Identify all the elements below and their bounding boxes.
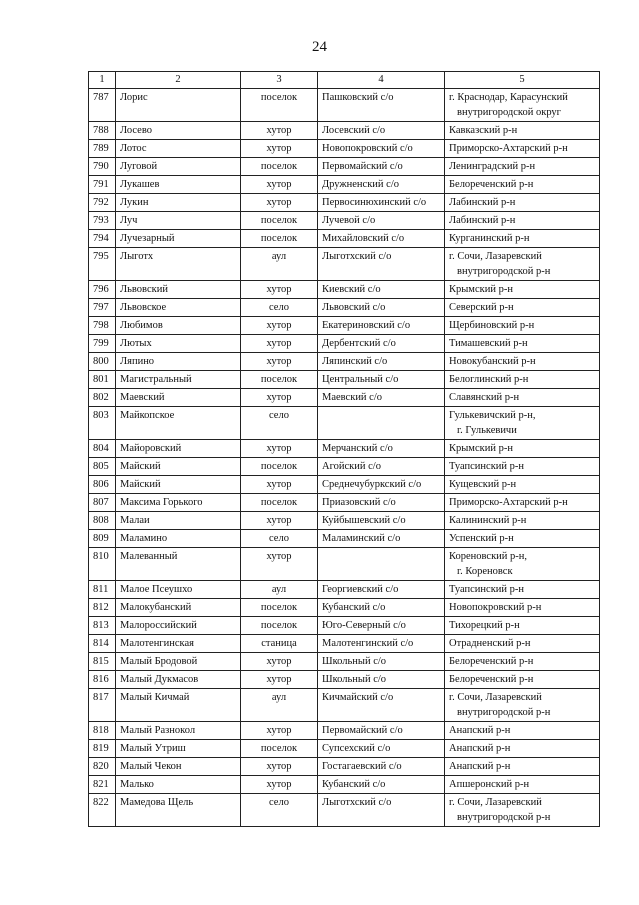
row-number-cell: 795 xyxy=(89,248,116,281)
column-header: 2 xyxy=(116,72,241,89)
row-number-cell: 791 xyxy=(89,176,116,194)
table-row xyxy=(89,440,600,458)
table-row xyxy=(89,248,600,281)
table-row xyxy=(89,299,600,317)
settlement-name-cell: Луговой xyxy=(116,158,241,176)
settlement-name-cell: Малороссийский xyxy=(116,617,241,635)
column-header: 5 xyxy=(445,72,600,89)
table-row xyxy=(89,176,600,194)
settlement-type-cell: поселок xyxy=(241,458,318,476)
settlement-name-cell: Малаи xyxy=(116,512,241,530)
district-cell xyxy=(445,140,600,158)
settlement-type-cell: аул xyxy=(241,689,318,722)
settlement-type-cell: хутор xyxy=(241,122,318,140)
rural-council-cell: Новопокровский с/о xyxy=(318,140,445,158)
row-number-cell: 793 xyxy=(89,212,116,230)
district-text: Лабинский р-н xyxy=(449,197,516,208)
rural-council-cell: Гостагаевский с/о xyxy=(318,758,445,776)
district-text: Кавказский р-н xyxy=(449,125,518,136)
settlement-type-cell: хутор xyxy=(241,722,318,740)
settlement-type-cell: хутор xyxy=(241,281,318,299)
district-cell xyxy=(445,122,600,140)
table-row xyxy=(89,548,600,581)
table-row xyxy=(89,689,600,722)
district-cell xyxy=(445,476,600,494)
rural-council-cell: Лучевой с/о xyxy=(318,212,445,230)
rural-council-cell: Михайловский с/о xyxy=(318,230,445,248)
table-row xyxy=(89,194,600,212)
row-number-cell: 811 xyxy=(89,581,116,599)
rural-council-cell: Юго-Северный с/о xyxy=(318,617,445,635)
district-cell xyxy=(445,371,600,389)
settlement-name-cell: Малый Утриш xyxy=(116,740,241,758)
settlement-type-cell: хутор xyxy=(241,176,318,194)
district-cell xyxy=(445,617,600,635)
rural-council-cell: Ляпинский с/о xyxy=(318,353,445,371)
settlement-type-cell: хутор xyxy=(241,548,318,581)
row-number-cell: 802 xyxy=(89,389,116,407)
table-body xyxy=(89,89,600,827)
settlement-type-cell: хутор xyxy=(241,335,318,353)
settlement-name-cell: Львовское xyxy=(116,299,241,317)
row-number-cell: 797 xyxy=(89,299,116,317)
rural-council-cell: Первомайский с/о xyxy=(318,158,445,176)
row-number-cell: 821 xyxy=(89,776,116,794)
row-number-cell: 804 xyxy=(89,440,116,458)
settlement-type-cell: село xyxy=(241,530,318,548)
settlement-name-cell: Ляпино xyxy=(116,353,241,371)
settlement-name-cell: Малотенгинская xyxy=(116,635,241,653)
rural-council-cell: Кубанский с/о xyxy=(318,599,445,617)
row-number-cell: 809 xyxy=(89,530,116,548)
district-cell xyxy=(445,689,600,722)
district-text: Ленинградский р-н xyxy=(449,161,536,172)
rural-council-cell: Кичмайский с/о xyxy=(318,689,445,722)
district-cell xyxy=(445,776,600,794)
settlement-name-cell: Маламино xyxy=(116,530,241,548)
district-cell xyxy=(445,248,600,281)
rural-council-cell: Центральный с/о xyxy=(318,371,445,389)
table-row xyxy=(89,353,600,371)
settlement-name-cell: Малокубанский xyxy=(116,599,241,617)
rural-council-cell: Лыготхский с/о xyxy=(318,248,445,281)
district-cell xyxy=(445,317,600,335)
district-cell xyxy=(445,794,600,827)
table-row xyxy=(89,476,600,494)
settlement-name-cell: Маевский xyxy=(116,389,241,407)
row-number-cell: 798 xyxy=(89,317,116,335)
district-cell xyxy=(445,494,600,512)
column-header: 3 xyxy=(241,72,318,89)
settlement-name-cell: Майоровский xyxy=(116,440,241,458)
rural-council-cell: Мерчанский с/о xyxy=(318,440,445,458)
settlement-type-cell: хутор xyxy=(241,758,318,776)
settlement-name-cell: Максима Горького xyxy=(116,494,241,512)
settlement-name-cell: Майский xyxy=(116,458,241,476)
settlement-name-cell: Лютых xyxy=(116,335,241,353)
settlement-type-cell: поселок xyxy=(241,230,318,248)
row-number-cell: 816 xyxy=(89,671,116,689)
district-text: Анапский р-н xyxy=(449,725,511,736)
settlement-type-cell: хутор xyxy=(241,317,318,335)
table-row xyxy=(89,581,600,599)
district-cell xyxy=(445,530,600,548)
table-row xyxy=(89,281,600,299)
rural-council-cell: Маламинский с/о xyxy=(318,530,445,548)
rural-council-cell: Приазовский с/о xyxy=(318,494,445,512)
settlement-name-cell: Малый Бродовой xyxy=(116,653,241,671)
table-row xyxy=(89,794,600,827)
district-text: Туапсинский р-н xyxy=(449,584,525,595)
table-row xyxy=(89,389,600,407)
settlement-name-cell: Лукашев xyxy=(116,176,241,194)
settlement-type-cell: поселок xyxy=(241,599,318,617)
row-number-cell: 788 xyxy=(89,122,116,140)
rural-council-cell: Киевский с/о xyxy=(318,281,445,299)
district-text: Анапский р-н xyxy=(449,761,511,772)
table-row xyxy=(89,722,600,740)
district-text: Анапский р-н xyxy=(449,743,511,754)
district-cell xyxy=(445,512,600,530)
district-text: Туапсинский р-н xyxy=(449,461,525,472)
rural-council-cell xyxy=(318,548,445,581)
row-number-cell: 807 xyxy=(89,494,116,512)
table-header-row xyxy=(89,72,600,89)
settlements-table xyxy=(88,71,600,827)
settlement-type-cell: хутор xyxy=(241,440,318,458)
settlement-type-cell: поселок xyxy=(241,371,318,389)
rural-council-cell: Георгиевский с/о xyxy=(318,581,445,599)
row-number-cell: 796 xyxy=(89,281,116,299)
settlement-type-cell: аул xyxy=(241,248,318,281)
row-number-cell: 817 xyxy=(89,689,116,722)
table-row xyxy=(89,530,600,548)
settlement-name-cell: Малый Разнокол xyxy=(116,722,241,740)
column-header: 4 xyxy=(318,72,445,89)
district-text: г. Сочи, Лазаревский xyxy=(449,797,542,808)
district-cell xyxy=(445,281,600,299)
table-row xyxy=(89,212,600,230)
page-number: 24 xyxy=(312,39,327,55)
district-cell xyxy=(445,158,600,176)
table-row xyxy=(89,653,600,671)
rural-council-cell: Среднечубуркский с/о xyxy=(318,476,445,494)
district-cell xyxy=(445,89,600,122)
district-cell xyxy=(445,212,600,230)
district-text: Гулькевичский р-н, xyxy=(449,410,536,421)
district-text: Кущевский р-н xyxy=(449,479,517,490)
settlement-name-cell: Малое Псеушхо xyxy=(116,581,241,599)
rural-council-cell: Дербентский с/о xyxy=(318,335,445,353)
row-number-cell: 799 xyxy=(89,335,116,353)
district-continuation-text: г. Кореновск xyxy=(457,566,513,577)
settlement-type-cell: поселок xyxy=(241,212,318,230)
row-number-cell: 792 xyxy=(89,194,116,212)
settlement-name-cell: Луч xyxy=(116,212,241,230)
district-cell xyxy=(445,389,600,407)
district-text: Славянский р-н xyxy=(449,392,520,403)
settlement-name-cell: Львовский xyxy=(116,281,241,299)
district-cell xyxy=(445,599,600,617)
settlement-name-cell: Лотос xyxy=(116,140,241,158)
table-row xyxy=(89,494,600,512)
district-cell xyxy=(445,635,600,653)
rural-council-cell: Малотенгинский с/о xyxy=(318,635,445,653)
district-cell xyxy=(445,194,600,212)
district-continuation-text: г. Гулькевичи xyxy=(457,425,517,436)
district-text: Северский р-н xyxy=(449,302,514,313)
table-row xyxy=(89,317,600,335)
district-cell xyxy=(445,176,600,194)
row-number-cell: 810 xyxy=(89,548,116,581)
settlement-type-cell: поселок xyxy=(241,158,318,176)
row-number-cell: 800 xyxy=(89,353,116,371)
table-row xyxy=(89,407,600,440)
settlement-type-cell: хутор xyxy=(241,389,318,407)
district-cell xyxy=(445,653,600,671)
table-row xyxy=(89,740,600,758)
row-number-cell: 787 xyxy=(89,89,116,122)
rural-council-cell: Пашковский с/о xyxy=(318,89,445,122)
row-number-cell: 822 xyxy=(89,794,116,827)
district-cell xyxy=(445,548,600,581)
rural-council-cell: Екатериновский с/о xyxy=(318,317,445,335)
settlement-type-cell: хутор xyxy=(241,140,318,158)
table-row xyxy=(89,617,600,635)
row-number-cell: 808 xyxy=(89,512,116,530)
district-text: Кореновский р-н, xyxy=(449,551,528,562)
row-number-cell: 794 xyxy=(89,230,116,248)
settlement-type-cell: хутор xyxy=(241,671,318,689)
settlement-name-cell: Лосево xyxy=(116,122,241,140)
district-cell xyxy=(445,671,600,689)
settlement-type-cell: поселок xyxy=(241,89,318,122)
district-cell xyxy=(445,440,600,458)
district-text: Тимашевский р-н xyxy=(449,338,528,349)
district-text: Тихорецкий р-н xyxy=(449,620,520,631)
settlement-type-cell: хутор xyxy=(241,476,318,494)
district-text: Щербиновский р-н xyxy=(449,320,535,331)
settlement-name-cell: Малеванный xyxy=(116,548,241,581)
row-number-cell: 806 xyxy=(89,476,116,494)
rural-council-cell: Кубанский с/о xyxy=(318,776,445,794)
district-text: Крымский р-н xyxy=(449,443,513,454)
settlement-name-cell: Мамедова Щель xyxy=(116,794,241,827)
district-text: Белоглинский р-н xyxy=(449,374,529,385)
row-number-cell: 790 xyxy=(89,158,116,176)
settlement-name-cell: Лорис xyxy=(116,89,241,122)
column-header: 1 xyxy=(89,72,116,89)
rural-council-cell: Школьный с/о xyxy=(318,653,445,671)
row-number-cell: 789 xyxy=(89,140,116,158)
row-number-cell: 812 xyxy=(89,599,116,617)
settlement-type-cell: хутор xyxy=(241,776,318,794)
row-number-cell: 815 xyxy=(89,653,116,671)
row-number-cell: 803 xyxy=(89,407,116,440)
settlement-name-cell: Майкопское xyxy=(116,407,241,440)
district-continuation-text: внутригородской р-н xyxy=(457,266,551,277)
rural-council-cell: Школьный с/о xyxy=(318,671,445,689)
district-text: г. Сочи, Лазаревский xyxy=(449,251,542,262)
district-text: Приморско-Ахтарский р-н xyxy=(449,143,568,154)
table-row xyxy=(89,89,600,122)
district-cell xyxy=(445,458,600,476)
settlement-name-cell: Малый Дукмасов xyxy=(116,671,241,689)
settlement-type-cell: село xyxy=(241,794,318,827)
rural-council-cell: Куйбышевский с/о xyxy=(318,512,445,530)
settlement-type-cell: поселок xyxy=(241,617,318,635)
settlement-name-cell: Любимов xyxy=(116,317,241,335)
rural-council-cell: Агойский с/о xyxy=(318,458,445,476)
district-text: г. Сочи, Лазаревский xyxy=(449,692,542,703)
settlement-name-cell: Лукин xyxy=(116,194,241,212)
table-row xyxy=(89,458,600,476)
table-row xyxy=(89,335,600,353)
district-text: Отрадненский р-н xyxy=(449,638,531,649)
rural-council-cell: Дружненский с/о xyxy=(318,176,445,194)
rural-council-cell: Маевский с/о xyxy=(318,389,445,407)
district-cell xyxy=(445,722,600,740)
table-row xyxy=(89,635,600,653)
district-text: Белореченский р-н xyxy=(449,656,534,667)
district-text: Белореченский р-н xyxy=(449,179,534,190)
settlement-name-cell: Малый Кичмай xyxy=(116,689,241,722)
rural-council-cell: Лосевский с/о xyxy=(318,122,445,140)
settlement-type-cell: хутор xyxy=(241,194,318,212)
district-text: Новокубанский р-н xyxy=(449,356,536,367)
row-number-cell: 801 xyxy=(89,371,116,389)
district-cell xyxy=(445,299,600,317)
district-text: Калининский р-н xyxy=(449,515,527,526)
settlement-name-cell: Лучезарный xyxy=(116,230,241,248)
rural-council-cell: Львовский с/о xyxy=(318,299,445,317)
row-number-cell: 813 xyxy=(89,617,116,635)
district-text: Курганинский р-н xyxy=(449,233,530,244)
table-row xyxy=(89,671,600,689)
district-cell xyxy=(445,230,600,248)
settlement-type-cell: поселок xyxy=(241,740,318,758)
table-row xyxy=(89,122,600,140)
row-number-cell: 818 xyxy=(89,722,116,740)
settlement-type-cell: хутор xyxy=(241,512,318,530)
rural-council-cell: Первомайский с/о xyxy=(318,722,445,740)
district-text: Новопокровский р-н xyxy=(449,602,542,613)
district-text: Белореченский р-н xyxy=(449,674,534,685)
settlement-name-cell: Лыготх xyxy=(116,248,241,281)
row-number-cell: 819 xyxy=(89,740,116,758)
settlement-name-cell: Малько xyxy=(116,776,241,794)
settlement-name-cell: Малый Чекон xyxy=(116,758,241,776)
table-row xyxy=(89,758,600,776)
district-text: Крымский р-н xyxy=(449,284,513,295)
district-continuation-text: внутригородской р-н xyxy=(457,707,551,718)
rural-council-cell xyxy=(318,407,445,440)
district-text: Успенский р-н xyxy=(449,533,514,544)
rural-council-cell: Супсехский с/о xyxy=(318,740,445,758)
table-row xyxy=(89,512,600,530)
district-text: г. Краснодар, Карасунский xyxy=(449,92,568,103)
settlement-type-cell: село xyxy=(241,299,318,317)
table-row xyxy=(89,776,600,794)
settlement-type-cell: поселок xyxy=(241,494,318,512)
district-cell xyxy=(445,758,600,776)
district-cell xyxy=(445,335,600,353)
district-text: Лабинский р-н xyxy=(449,215,516,226)
district-cell xyxy=(445,407,600,440)
settlement-name-cell: Магистральный xyxy=(116,371,241,389)
district-cell xyxy=(445,581,600,599)
table-row xyxy=(89,371,600,389)
rural-council-cell: Лыготхский с/о xyxy=(318,794,445,827)
table-row xyxy=(89,230,600,248)
table-row xyxy=(89,599,600,617)
district-cell xyxy=(445,353,600,371)
row-number-cell: 820 xyxy=(89,758,116,776)
district-text: Приморско-Ахтарский р-н xyxy=(449,497,568,508)
settlement-type-cell: аул xyxy=(241,581,318,599)
rural-council-cell: Первосинюхинский с/о xyxy=(318,194,445,212)
district-continuation-text: внутригородской округ xyxy=(457,107,561,118)
settlement-type-cell: станица xyxy=(241,635,318,653)
row-number-cell: 814 xyxy=(89,635,116,653)
settlement-type-cell: хутор xyxy=(241,653,318,671)
table-row xyxy=(89,158,600,176)
district-continuation-text: внутригородской р-н xyxy=(457,812,551,823)
row-number-cell: 805 xyxy=(89,458,116,476)
settlement-type-cell: хутор xyxy=(241,353,318,371)
district-cell xyxy=(445,740,600,758)
district-text: Апшеронский р-н xyxy=(449,779,530,790)
settlement-type-cell: село xyxy=(241,407,318,440)
table-row xyxy=(89,140,600,158)
settlement-name-cell: Майский xyxy=(116,476,241,494)
